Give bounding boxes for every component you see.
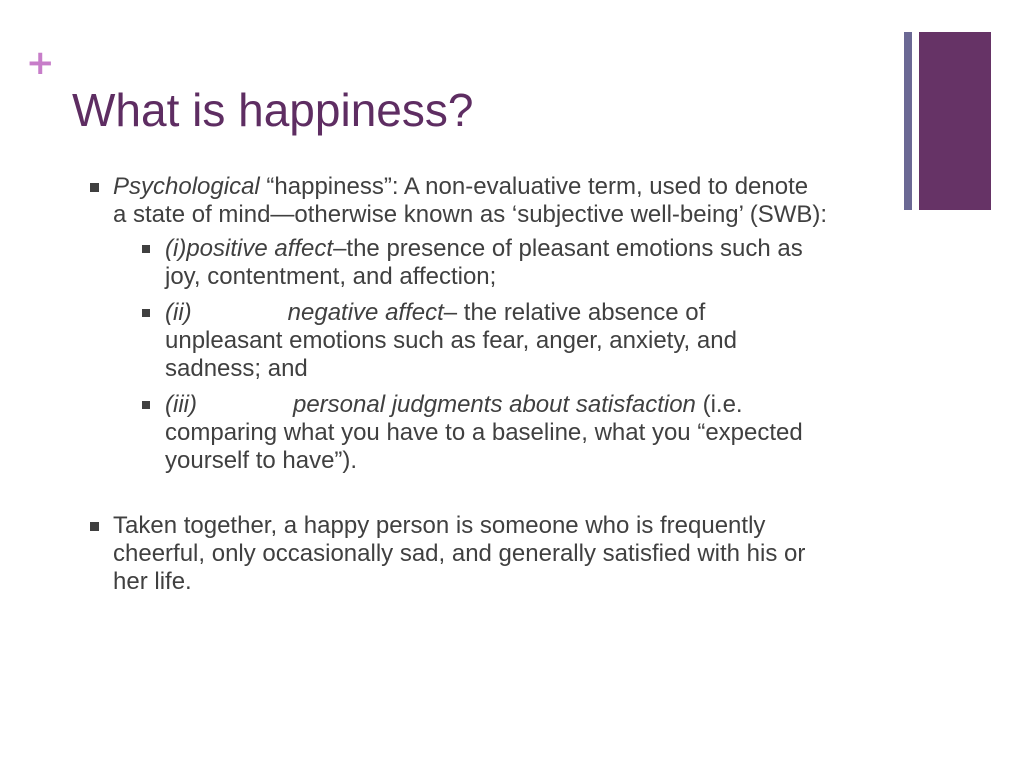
subbullet-text: (i.e. comparing what you have to a baseline, what you “expected yourself to have”). <box>165 391 803 474</box>
bullet-summary: Taken together, a happy person is someone who is frequently cheerful, only occasionally sad, and generally satisfied with his or her life. <box>88 512 828 596</box>
decorative-thick-bar <box>919 32 991 210</box>
subbullet-personal-judgments <box>139 391 828 475</box>
subbullet-italic-numeral: (iii) <box>165 391 197 418</box>
bullet-italic-term: Psychological <box>113 173 260 200</box>
bullet-definition <box>88 173 828 229</box>
bullet-text: “happiness”: A non-evaluative term, used to denote a state of mind—otherwise known as ‘subjective well-being’ (SWB): <box>113 173 828 228</box>
subbullet-positive-affect <box>139 235 828 291</box>
subbullet-italic-term: negative affect <box>287 299 444 326</box>
slide-body <box>88 173 828 596</box>
slide-title: What is happiness? <box>72 84 474 136</box>
subbullet-text: –the presence of pleasant emotions such as joy, contentment, and affection; <box>165 235 803 290</box>
subbullet-negative-affect <box>139 299 828 383</box>
decorative-thin-bar <box>904 32 912 210</box>
subbullet-italic-numeral: (ii) <box>165 299 192 326</box>
subbullet-italic-term: personal judgments about satisfaction <box>292 391 696 418</box>
plus-icon: + <box>26 43 55 83</box>
subbullet-text: – the relative absence of unpleasant emotions such as fear, anger, anxiety, and sadness; and <box>165 299 737 382</box>
subbullet-italic-term: (i)positive affect <box>165 235 334 262</box>
